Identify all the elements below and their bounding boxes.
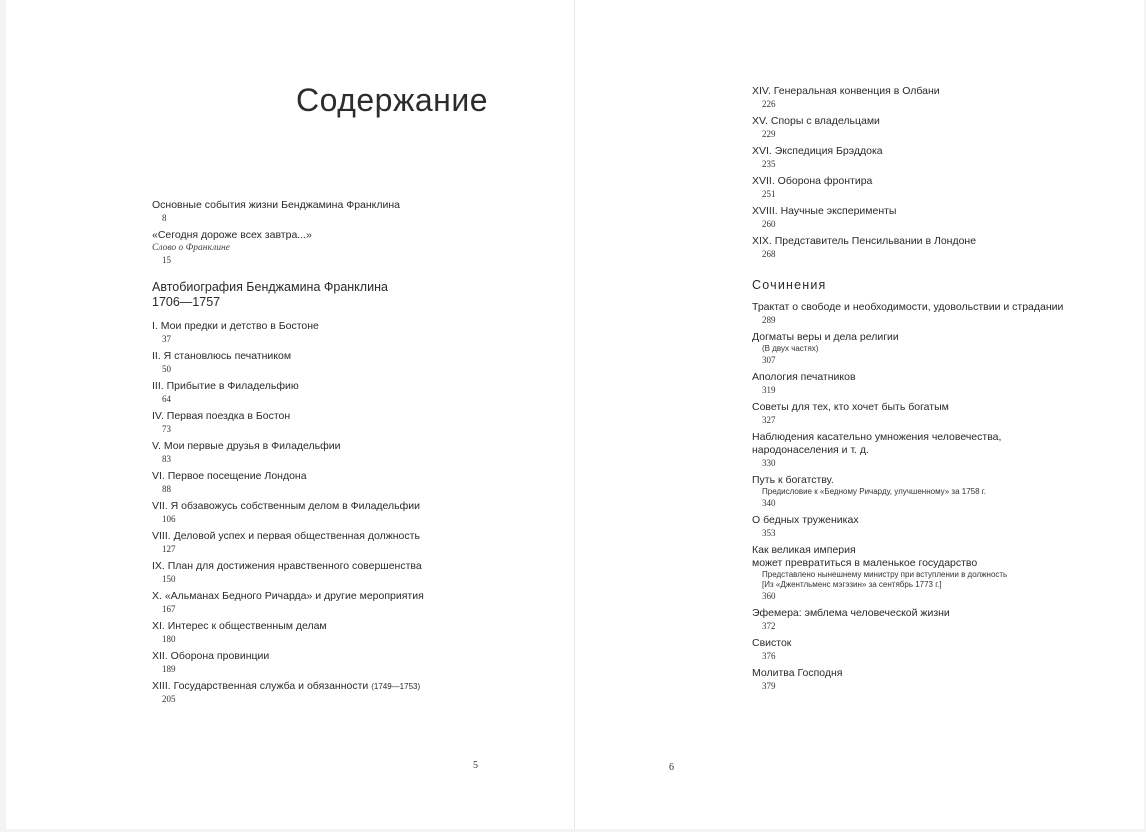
toc-entry-title: IX. План для достижения нравственного совершенства [152, 560, 422, 572]
toc-entry-page: 50 [162, 364, 171, 374]
toc-entry-page: 83 [162, 454, 171, 464]
toc-entry-page: 353 [762, 528, 776, 538]
toc-entry-page: 307 [762, 355, 776, 365]
toc-entry-page: 64 [162, 394, 171, 404]
toc-entry-page: 88 [162, 484, 171, 494]
section-heading-works: Сочинения [752, 278, 827, 292]
toc-entry-title: Основные события жизни Бенджамина Франклина [152, 199, 401, 211]
toc-entry-title: XVI. Экспедиция Брэддока [752, 145, 883, 157]
toc-entry-page: 251 [762, 189, 776, 199]
toc-entry-page: 235 [762, 159, 776, 169]
toc-entry-title-wrap [152, 680, 482, 693]
toc-entry [152, 650, 482, 675]
toc-entry-page: 289 [762, 315, 776, 325]
toc-entry-title: V. Мои первые друзья в Филадельфии [152, 440, 341, 452]
toc-entry-page: 226 [762, 99, 776, 109]
toc-entry [152, 380, 482, 405]
toc-entry [752, 474, 1132, 509]
section-heading-dates: 1706—1757 [152, 295, 221, 309]
page-number: 6 [669, 762, 674, 773]
toc-entry-page: 180 [162, 634, 176, 644]
toc-entry [152, 470, 482, 495]
toc-entry-page: 205 [162, 694, 176, 704]
toc-entry [752, 175, 1132, 200]
toc-entry-page: 372 [762, 621, 776, 631]
page-number: 5 [473, 760, 478, 771]
toc-right-column [752, 85, 1132, 697]
toc-entry [152, 320, 482, 345]
toc-entry [752, 607, 1132, 632]
toc-entry-title: II. Я становлюсь печатником [152, 350, 292, 362]
toc-entry-page: 379 [762, 681, 776, 691]
toc-entry-page: 319 [762, 385, 776, 395]
toc-entry-title: III. Прибытие в Филадельфию [152, 380, 299, 392]
toc-entry [752, 637, 1132, 662]
toc-entry-title: VI. Первое посещение Лондона [152, 470, 307, 482]
toc-entry [752, 331, 1132, 366]
toc-entry-page: 167 [162, 604, 176, 614]
toc-entry [152, 590, 482, 615]
toc-entry-title: Догматы веры и дела религии [752, 331, 899, 343]
toc-entry [752, 544, 1132, 602]
section-heading-autobiography [152, 280, 482, 310]
toc-entry-page: 268 [762, 249, 776, 259]
toc-entry-title: Путь к богатству. [752, 474, 834, 486]
toc-entry [152, 410, 482, 435]
toc-entry-title: Свисток [752, 637, 792, 649]
toc-entry [152, 560, 482, 585]
toc-entry-page: 340 [762, 498, 776, 508]
toc-entry-page: 8 [162, 213, 167, 223]
toc-entry-title: X. «Альманах Бедного Ричарда» и другие мероприятия [152, 590, 424, 602]
toc-entry-title: I. Мои предки и детство в Бостоне [152, 320, 319, 332]
toc-entry-title: Советы для тех, кто хочет быть богатым [752, 401, 949, 413]
toc-entry [152, 530, 482, 555]
toc-entry [152, 229, 482, 266]
toc-entry-page: 260 [762, 219, 776, 229]
toc-entry [152, 680, 482, 705]
toc-entry-page: 189 [162, 664, 176, 674]
toc-entry-title: VIII. Деловой успех и первая общественная должность [152, 530, 420, 542]
toc-entry-title: IV. Первая поездка в Бостон [152, 410, 291, 422]
toc-entry [752, 401, 1132, 426]
toc-entry-page: 150 [162, 574, 176, 584]
toc-entry [752, 667, 1132, 692]
toc-entry-page: 327 [762, 415, 776, 425]
toc-entry-title: XV. Споры с владельцами [752, 115, 880, 127]
toc-entry-title: XI. Интерес к общественным делам [152, 620, 327, 632]
toc-left-column [152, 199, 482, 710]
toc-entry-page: 330 [762, 458, 776, 468]
toc-entry-page: 15 [162, 255, 171, 265]
toc-entry-title: XIX. Представитель Пенсильвании в Лондоне [752, 235, 977, 247]
toc-entry-page: 127 [162, 544, 176, 554]
toc-entry [752, 205, 1132, 230]
toc-entry-page: 229 [762, 129, 776, 139]
page-title: Содержание [296, 82, 489, 118]
toc-entry [752, 145, 1132, 170]
toc-entry-note: Представлено нынешнему министру при вступлении в должность [762, 570, 1008, 579]
toc-entry [752, 115, 1132, 140]
toc-entry-title: XVII. Оборона фронтира [752, 175, 873, 187]
toc-entry-title: Эфемера: эмблема человеческой жизни [752, 607, 950, 619]
toc-entry-dates: (1749—1753) [371, 682, 421, 691]
toc-entry-title: XIV. Генеральная конвенция в Олбани [752, 85, 940, 97]
right-page [575, 0, 1144, 829]
toc-entry [752, 431, 1132, 469]
toc-entry-page: 37 [162, 334, 171, 344]
toc-entry-title-line2: может превратиться в маленькое государство [752, 557, 978, 569]
toc-entry [152, 500, 482, 525]
toc-entry-title: XII. Оборона провинции [152, 650, 270, 662]
toc-entry-page: 376 [762, 651, 776, 661]
toc-entry-title-line2: народонаселения и т. д. [752, 444, 869, 456]
toc-entry-page: 360 [762, 591, 776, 601]
section-heading-title: Автобиография Бенджамина Франклина [152, 280, 388, 294]
toc-entry [752, 85, 1132, 110]
toc-entry-title: Наблюдения касательно умножения человечества, [752, 431, 1002, 443]
toc-entry [152, 440, 482, 465]
toc-entry-page: 73 [162, 424, 171, 434]
toc-entry-title: Молитва Господня [752, 667, 843, 679]
toc-entry-title: XIII. Государственная служба и обязанности [152, 680, 369, 692]
left-page [6, 0, 575, 829]
toc-entry-page: 106 [162, 514, 176, 524]
toc-entry [152, 350, 482, 375]
toc-entry-note: Предисловие к «Бедному Ричарду, улучшенному» за 1758 г. [762, 487, 986, 496]
toc-entry-title: Как великая империя [752, 544, 856, 556]
toc-entry-title: Трактат о свободе и необходимости, удовольствии и страдании [752, 301, 1064, 313]
toc-entry-subtitle: Слово о Франклине [152, 243, 230, 253]
toc-entry-note: (В двух частях) [762, 344, 819, 353]
toc-entry [752, 514, 1132, 539]
toc-entry-title: Апология печатников [752, 371, 856, 383]
toc-entry [152, 620, 482, 645]
toc-entry-title: «Сегодня дороже всех завтра...» [152, 229, 312, 241]
toc-entry [752, 371, 1132, 396]
toc-entry-note-line2: [Из «Джентльменс мэгэзин» за сентябрь 1773 г.] [762, 580, 942, 589]
toc-entry-title: XVIII. Научные эксперименты [752, 205, 897, 217]
toc-entry [752, 235, 1132, 260]
toc-entry [752, 301, 1132, 326]
toc-entry-title: О бедных тружениках [752, 514, 859, 526]
toc-entry [152, 199, 482, 224]
toc-entry-title: VII. Я обзавожусь собственным делом в Филадельфии [152, 500, 421, 512]
